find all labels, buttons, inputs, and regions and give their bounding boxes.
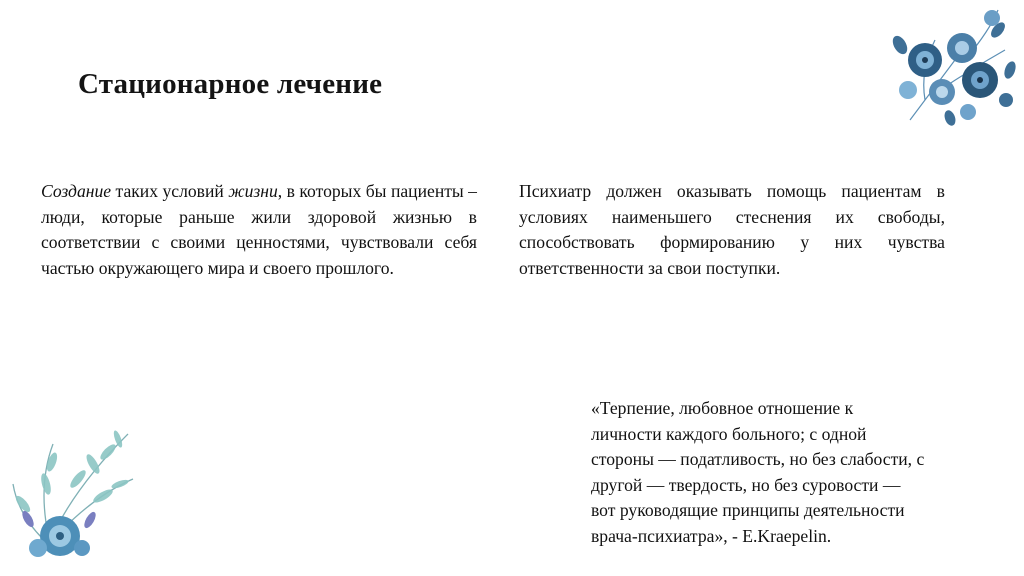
quote-line: другой — твердость, но без суровости — [591,474,901,495]
emphasis-word-life: жизни [228,181,278,201]
quote-line: стороны — податливость, но без слабости, с [591,449,925,469]
quote-line: личности каждого больного; с одной [591,423,867,444]
quote-line: врача-психиатра», - E.Kraepelin. [591,525,832,546]
quote-line: вот руководящие принципы деятельности [591,500,905,520]
kraepelin-quote [591,396,1003,549]
left-paragraph-text-2: , в которых бы пациенты – люди, которые раньше жили здоровой жизнью в соответствии с своими ценностями, чувствовали себя частью окружающего мира и своего прошлого. [41,181,477,278]
right-paragraph: Психиатр должен оказывать помощь пациентам в условиях наименьшего стеснения их свободы, способствовать формированию у них чувства ответственности за свои поступки. [519,181,945,278]
blue-flowers-bouquet-image [880,0,1020,134]
emphasis-word-creation: Создание [41,181,112,201]
blue-flower-with-leaves-image [8,424,138,564]
slide-title: Стационарное лечение [78,68,383,100]
quote-line: «Терпение, любовное отношение к [591,398,854,418]
left-paragraph-text-1: таких условий [111,181,229,201]
left-paragraph [41,179,477,281]
